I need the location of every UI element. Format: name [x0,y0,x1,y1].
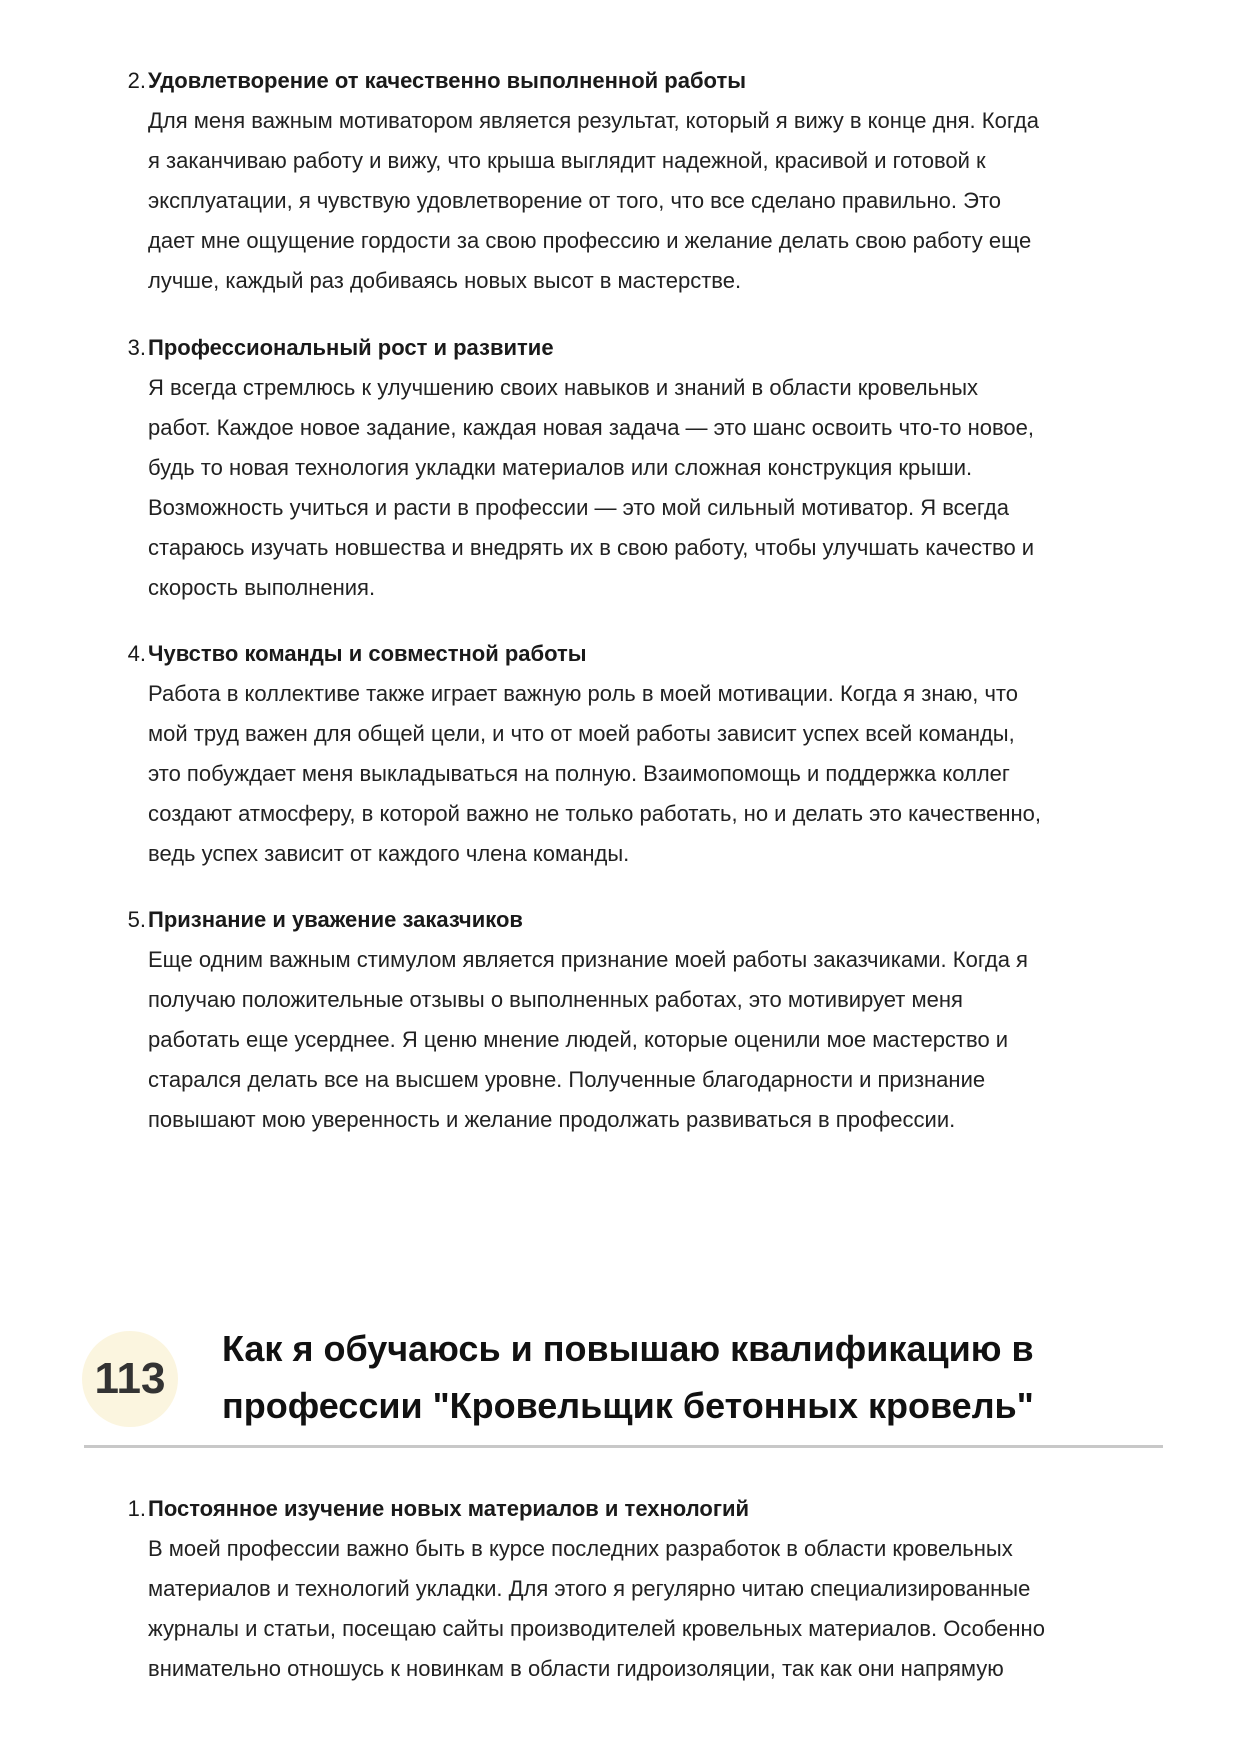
list-item [118,900,1178,1140]
paragraph-line: журналы и статьи, посещаю сайты производителей кровельных материалов. Особенно [148,1616,1045,1641]
paragraph-line: скорость выполнения. [148,575,376,600]
list-item [118,634,1178,874]
paragraph-line: стараюсь изучать новшества и внедрять их в свою работу, чтобы улучшать качество и [148,535,1035,560]
paragraph-line: я заканчиваю работу и вижу, что крыша выглядит надежной, красивой и готовой к [148,148,986,173]
section-number: 113 [94,1354,166,1403]
list-item-title [118,900,1178,940]
list-item [118,61,1178,301]
paragraph-line: Работа в коллективе также играет важную роль в моей мотивации. Когда я знаю, что [148,681,1018,706]
paragraph-line: дает мне ощущение гордости за свою профессию и желание делать свою работу еще [148,228,1032,253]
list-item-title-text: Признание и уважение заказчиков [148,907,523,932]
paragraph-line: создают атмосферу, в которой важно не только работать, но и делать это качественно, [148,801,1042,826]
paragraph-line: будь то новая технология укладки материалов или сложная конструкция крыши. [148,455,973,480]
paragraph-line: это побуждает меня выкладываться на полную. Взаимопомощь и поддержка коллег [148,761,1010,786]
paragraph-line: эксплуатации, я чувствую удовлетворение от того, что все сделано правильно. Это [148,188,1002,213]
paragraph-line: работ. Каждое новое задание, каждая новая задача — это шанс освоить что-то новое, [148,415,1035,440]
list-item-title [118,328,1178,368]
list-item-number: 2. [127,68,146,93]
list-item-title-text: Профессиональный рост и развитие [148,335,554,360]
list-item-title [118,61,1178,101]
paragraph-line: Для меня важным мотиватором является результат, который я вижу в конце дня. Когда [148,108,1039,133]
list-item-title-text: Чувство команды и совместной работы [148,641,587,666]
list-item-number: 4. [127,641,146,666]
list-item-title-text: Постоянное изучение новых материалов и технологий [148,1496,750,1521]
paragraph-line: повышают мою уверенность и желание продолжать развиваться в профессии. [148,1107,956,1132]
section-heading-line: профессии "Кровельщик бетонных кровель" [222,1385,1034,1426]
paragraph-line: материалов и технологий укладки. Для этого я регулярно читаю специализированные [148,1576,1031,1601]
list-item [118,328,1178,608]
paragraph-line: получаю положительные отзывы о выполненных работах, это мотивирует меня [148,987,963,1012]
paragraph-line: Возможность учиться и расти в профессии — это мой сильный мотиватор. Я всегда [148,495,1009,520]
section-heading [222,1320,1034,1434]
list-item-title [118,1489,1178,1529]
paragraph-line: внимательно отношусь к новинкам в области гидроизоляции, так как они напрямую [148,1656,1004,1681]
list-item-title-text: Удовлетворение от качественно выполненной работы [148,68,747,93]
paragraph-line: старался делать все на высшем уровне. Полученные благодарности и признание [148,1067,986,1092]
section-number-badge [82,1331,178,1427]
paragraph-line: Я всегда стремлюсь к улучшению своих навыков и знаний в области кровельных [148,375,979,400]
section-heading-line: Как я обучаюсь и повышаю квалификацию в [222,1328,1034,1369]
paragraph-line: Еще одним важным стимулом является признание моей работы заказчиками. Когда я [148,947,1028,972]
list-item-number: 1. [127,1496,146,1521]
paragraph-line: В моей профессии важно быть в курсе последних разработок в области кровельных [148,1536,1013,1561]
paragraph-line: работать еще усерднее. Я ценю мнение людей, которые оценили мое мастерство и [148,1027,1009,1052]
paragraph-line: ведь успех зависит от каждого члена команды. [148,841,630,866]
list-item-number: 3. [127,335,146,360]
paragraph-line: лучше, каждый раз добиваясь новых высот в мастерстве. [148,268,742,293]
list-item-number: 5. [127,907,146,932]
list-item [118,1489,1178,1689]
section-divider [84,1445,1163,1448]
list-item-title [118,634,1178,674]
paragraph-line: мой труд важен для общей цели, и что от моей работы зависит успех всей команды, [148,721,1015,746]
